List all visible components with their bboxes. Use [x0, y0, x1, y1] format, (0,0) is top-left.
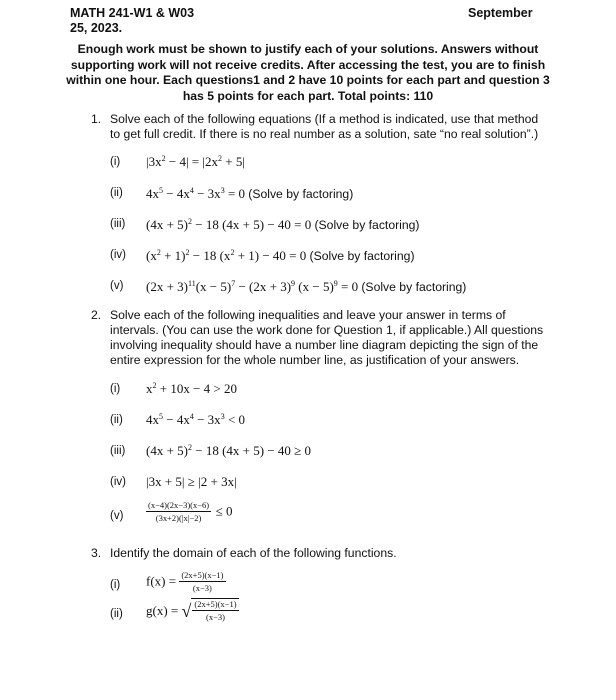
q1-iv-equation: $(x^2 + 1)^2 - 18$ $(x^2 + 1) - 40 = 0$ (Solve by factoring) — [146, 248, 415, 263]
q1-iii-note: (Solve by factoring) — [314, 218, 420, 232]
q2-part-label: (iii) — [110, 445, 126, 457]
q2-part-label: (ii) — [110, 414, 123, 426]
q2-i-inequality: $x^2 + 10x - 4 > 20$ — [146, 381, 237, 396]
q2-v-fraction — [146, 500, 211, 523]
instructions-paragraph: Enough work must be shown to justify each of your solutions. Answers without supporting work will not receive credits. After accessing the test, you are to finish within one hour. Each questions1 and 2 have 10 points for each part and question 3 has 5 points for each part. Total points: 110 — [66, 42, 550, 103]
q3-ii-numerator: (2x+5)(x−1) — [194, 599, 237, 609]
q1-v-equation: $(2x + 3)^{11}(x - 5)^7 - (2x + 3)^9$ $(x - 5)^9 = 0$ (Solve by factoring) — [146, 279, 467, 294]
q2-part-label: (iv) — [110, 476, 126, 488]
q3-ii-fraction — [192, 599, 238, 622]
q2-text-line2: intervals. (You can use the work done for Question 1, if applicable.) All questions — [110, 323, 544, 337]
q1-number: 1. — [91, 112, 102, 126]
q1-part-label: (ii) — [110, 187, 123, 199]
q1-i-equation: $|3x^2 - 4| = |2x^2 + 5|$ — [146, 154, 245, 169]
course-title: MATH 241-W1 & W03 — [70, 6, 195, 20]
q3-ii-denominator: (x−3) — [205, 612, 225, 622]
q1-iii-equation: $(4x + 5)^2 - 18$ (4x + 5) − 40 = 0 (Solve by factoring) — [146, 217, 420, 232]
q3-i-fraction — [179, 570, 225, 593]
q3-i-function: f(x) = $\frac{(2x+5)(x-1)}{(x-3)}$ — [146, 570, 224, 593]
date-year: 25, 2023. — [70, 21, 123, 35]
q2-v-denominator: (3x+2)(|x|−2) — [155, 513, 202, 523]
radical-icon: √ — [181, 601, 192, 621]
q1-v-note: (Solve by factoring) — [361, 280, 467, 294]
q2-number: 2. — [91, 308, 102, 322]
q3-text: Identify the domain of each of the following functions. — [110, 546, 397, 560]
q3-part-label: (i) — [110, 579, 121, 591]
q1-part-label: (v) — [110, 280, 124, 292]
q1-text-line1: Solve each of the following equations (If a method is indicated, use that method — [110, 112, 539, 126]
q1-text-line2: to get full credit. If there is no real number as a solution, sate “no real solution”.) — [110, 127, 539, 141]
q3-part-label: (ii) — [110, 608, 123, 620]
q2-ii-inequality: $4x^5 - 4x^4 - 3x^3 < 0$ — [146, 412, 246, 427]
q2-part-label: (i) — [110, 383, 121, 395]
q2-iv-inequality: |3x + 5| ≥ |2 + 3x| — [146, 474, 237, 489]
q1-ii-equation: $4x^5 - 4x^4 - 3x^3 = 0$ (Solve by factoring) — [146, 186, 354, 201]
q1-part-label: (iv) — [110, 249, 126, 261]
q3-i-denominator: (x−3) — [192, 583, 212, 593]
q2-iii-inequality: $(4x + 5)^2 - 18$ (4x + 5) − 40 ≥ 0 — [146, 443, 312, 458]
q2-v-numerator: (x−4)(2x−3)(x−6) — [148, 500, 210, 510]
q1-part-label: (i) — [110, 156, 121, 168]
q2-text-line3: involving inequality should have a number line diagram depicting the sign of the — [110, 338, 539, 352]
q3-ii-sqrt — [182, 598, 239, 624]
q2-part-label: (v) — [110, 510, 124, 522]
date-month: September — [468, 6, 533, 20]
q2-v-inequality: $\frac{(x-4)(2x-3)(x-6)}{(3x+2)(|x|-2)}$ ≤ 0 — [148, 500, 233, 523]
q2-text-line1: Solve each of the following inequalities and leave your answer in terms of — [110, 308, 506, 322]
q2-text-line4: entire expression for the whole number line, as justification of your answers. — [110, 353, 520, 367]
q1-ii-note: (Solve by factoring) — [248, 187, 354, 201]
q1-part-label: (iii) — [110, 218, 126, 230]
q3-i-numerator: (2x+5)(x−1) — [181, 570, 224, 580]
q3-number: 3. — [91, 546, 102, 560]
q1-iv-note: (Solve by factoring) — [309, 249, 415, 263]
q3-ii-function: g(x) = √ $\frac{(2x+5)(x-1)}{(x-3)}$ — [146, 599, 237, 622]
